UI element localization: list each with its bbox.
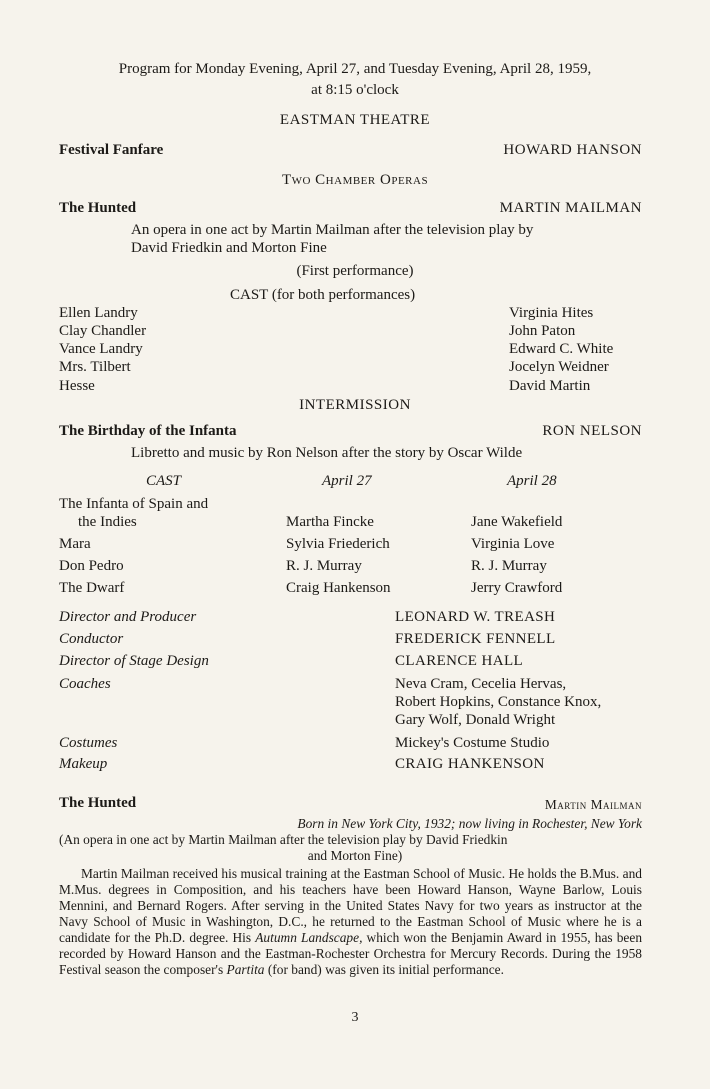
credit-name: Mickey's Costume Studio (395, 735, 550, 751)
hunted-cast-role: Hesse (59, 378, 95, 394)
infanta-cast-actor-apr27: R. J. Murray (286, 558, 362, 574)
infanta-cast-role: Don Pedro (59, 558, 124, 574)
hunted-desc-line2: David Friedkin and Morton Fine (131, 240, 327, 256)
credit-name: LEONARD W. TREASH (395, 609, 556, 625)
bio-text: which won the Benjamin Award in 1955, has been recorded by Howard Hanson and the Eastman-Rochester Orchestra for Mercury Records. During the 1958 Festival season the composer's (59, 930, 643, 977)
bio-text: Martin Mailman received his musical training at the Eastman School of Music. He holds the B.Mus. and M.Mus. degrees in Composition, and his teachers have been Howard Hanson, Wayne Barlow, Louis Mennini, and Bernard Rogers. After serving in the United States Navy for two years as instructor at the Navy School of Music in Washington, D.C., he returned to the Eastman School of Music where he is a candidate for the Ph.D. degree. His (59, 866, 642, 945)
hunted-cast-actor: Edward C. White (509, 341, 614, 357)
infanta-title: The Birthday of the Infanta (59, 423, 237, 439)
infanta-date2: April 28 (507, 473, 557, 489)
infanta-composer: RON NELSON (542, 423, 642, 439)
hunted-note: (First performance) (296, 263, 414, 279)
fanfare-composer: HOWARD HANSON (503, 142, 642, 158)
infanta-cast-role: The Infanta of Spain and (59, 496, 209, 512)
credit-name: Neva Cram, Cecelia Hervas, (395, 676, 567, 692)
infanta-cast-role-cont: the Indies (78, 514, 137, 530)
infanta-cast-role: The Dwarf (59, 580, 125, 596)
fanfare-title: Festival Fanfare (59, 142, 164, 158)
bio-work-title: Autumn Landscape, (255, 930, 363, 945)
infanta-date1: April 27 (322, 473, 372, 489)
infanta-desc: Libretto and music by Ron Nelson after the story by Oscar Wilde (131, 445, 523, 461)
notes-composer: Martin Mailman (544, 797, 642, 812)
infanta-cast-role: Mara (59, 536, 91, 552)
program-header-line1: Program for Monday Evening, April 27, and Tuesday Evening, April 28, 1959, (118, 61, 592, 77)
credit-label: Makeup (59, 756, 108, 772)
section-heading: Two Chamber Operas (281, 172, 429, 188)
credit-name: CRAIG HANKENSON (395, 756, 545, 772)
notes-desc-line2: and Morton Fine) (307, 848, 403, 863)
infanta-cast-actor-apr27: Craig Hankenson (286, 580, 391, 596)
credit-label: Coaches (59, 676, 111, 692)
infanta-cast-actor-apr28: Virginia Love (471, 536, 555, 552)
infanta-cast-actor-apr28: Jerry Crawford (471, 580, 563, 596)
hunted-cast-role: Clay Chandler (59, 323, 147, 339)
infanta-cast-label: CAST (146, 473, 182, 489)
infanta-cast-actor-apr27: Sylvia Friederich (286, 536, 390, 552)
hunted-title: The Hunted (59, 200, 137, 216)
hunted-cast-role: Vance Landry (59, 341, 143, 357)
notes-title: The Hunted (59, 795, 137, 811)
hunted-cast-actor: Jocelyn Weidner (509, 359, 609, 375)
credit-label: Costumes (59, 735, 118, 751)
hunted-cast-actor: John Paton (509, 323, 576, 339)
credit-name-cont: Gary Wolf, Donald Wright (395, 712, 556, 728)
intermission-label: INTERMISSION (299, 397, 411, 413)
composer-bio (59, 866, 642, 978)
credit-name: CLARENCE HALL (395, 653, 524, 669)
bio-text: (for band) was given its initial performance. (264, 962, 504, 977)
credit-label: Director and Producer (59, 609, 197, 625)
notes-born: Born in New York City, 1932; now living in Rochester, New York (297, 816, 642, 831)
hunted-desc-line1: An opera in one act by Martin Mailman after the television play by (131, 222, 534, 238)
infanta-cast-actor-apr27: Martha Fincke (286, 514, 374, 530)
venue-title: EASTMAN THEATRE (279, 112, 431, 128)
hunted-cast-actor: Virginia Hites (509, 305, 594, 321)
infanta-cast-actor-apr28: Jane Wakefield (471, 514, 563, 530)
notes-desc-line1: (An opera in one act by Martin Mailman after the television play by David Friedkin (59, 832, 508, 847)
bio-work-title: Partita (226, 962, 265, 977)
hunted-cast-heading: CAST (for both performances) (230, 287, 416, 303)
infanta-cast-actor-apr28: R. J. Murray (471, 558, 547, 574)
credit-name-cont: Robert Hopkins, Constance Knox, (395, 694, 602, 710)
hunted-cast-actor: David Martin (509, 378, 591, 394)
hunted-cast-role: Mrs. Tilbert (59, 359, 131, 375)
hunted-composer: MARTIN MAILMAN (499, 200, 642, 216)
program-header-line2: at 8:15 o'clock (311, 82, 399, 98)
hunted-cast-role: Ellen Landry (59, 305, 138, 321)
credit-name: FREDERICK FENNELL (395, 631, 556, 647)
page-number: 3 (351, 1010, 359, 1025)
credit-label: Conductor (59, 631, 124, 647)
credit-label: Director of Stage Design (59, 653, 209, 669)
